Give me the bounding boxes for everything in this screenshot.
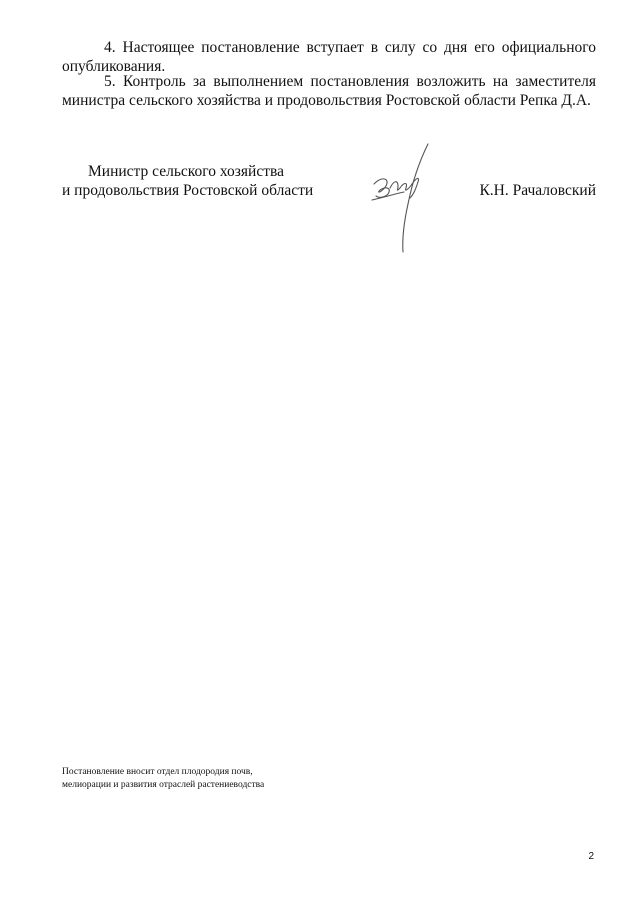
paragraph-5 [62, 72, 596, 110]
paragraph-4-text: 4. Настоящее постановление вступает в силу со дня его официального опубликования. [62, 39, 596, 75]
signatory-position-line1: Министр сельского хозяйства [88, 163, 284, 180]
footer-note [62, 766, 264, 792]
paragraph-4 [62, 38, 596, 76]
signatory-position [62, 162, 313, 200]
signature-stroke-loop2 [390, 182, 412, 190]
page-number: 2 [588, 851, 594, 862]
footer-note-line2: мелиорации и развития отраслей растениеводства [62, 780, 265, 790]
handwritten-signature [368, 142, 438, 254]
paragraph-5-text: 5. Контроль за выполнением постановления возложить на заместителя министра сельского хозяйства и продовольствия Ростовской области Репка Д.А. [62, 73, 596, 109]
footer-note-line1: Постановление вносит отдел плодородия почв, [62, 767, 253, 777]
signatory-position-line2: и продовольствия Ростовской области [62, 182, 314, 199]
signature-stroke-loop1 [374, 179, 389, 197]
signatory-name: К.Н. Рачаловский [479, 182, 596, 199]
signature-stroke-main [403, 144, 428, 252]
